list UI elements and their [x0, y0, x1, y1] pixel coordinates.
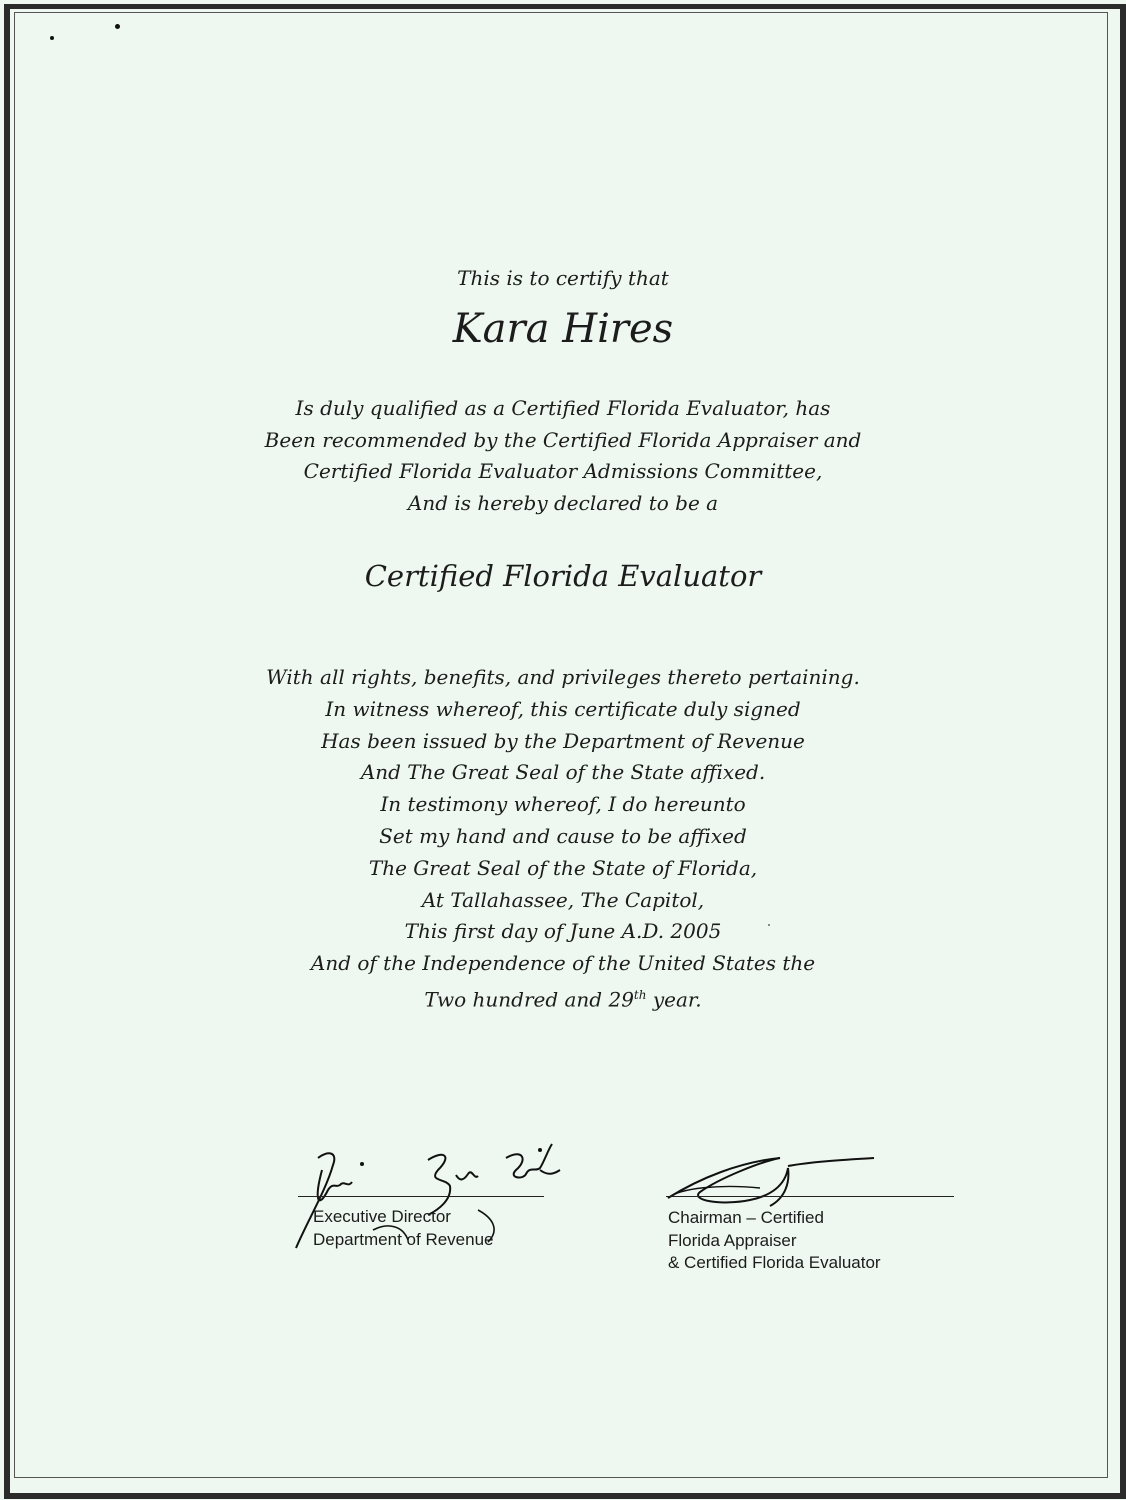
director-title-block	[313, 1206, 494, 1251]
body-line: Has been issued by the Department of Revenue	[321, 728, 805, 753]
qualification-line: Is duly qualified as a Certified Florida Evaluator, has	[295, 396, 831, 420]
chairman-title-block	[668, 1207, 881, 1275]
body-line: In testimony whereof, I do hereunto	[380, 792, 746, 817]
chairman-title: Chairman – Certified	[668, 1208, 824, 1227]
body-line: This first day of June A.D. 2005	[404, 919, 722, 944]
body-line-final	[0, 980, 1126, 1016]
qualification-line: And is hereby declared to be a	[407, 490, 719, 515]
body-line: And The Great Seal of the State affixed.	[360, 760, 766, 785]
scan-speck	[50, 36, 54, 40]
scan-speck	[115, 24, 120, 29]
body-line: At Tallahassee, The Capitol,	[421, 887, 705, 912]
chairman-org-line1: Florida Appraiser	[668, 1230, 797, 1250]
body-line: The Great Seal of the State of Florida,	[368, 855, 758, 880]
director-title: Executive Director	[313, 1207, 451, 1226]
body-line: In witness whereof, this certificate duly signed	[325, 696, 801, 721]
qualification-line: Been recommended by the Certified Florida Appraiser and	[264, 427, 862, 452]
qualification-text	[0, 393, 1126, 519]
certify-intro: This is to certify that	[457, 266, 669, 290]
qualification-line: Certified Florida Evaluator Admissions Committee,	[303, 459, 823, 483]
final-line-end: year.	[646, 987, 702, 1012]
director-department: Department of Revenue	[313, 1229, 494, 1249]
certificate-body	[0, 662, 1126, 1016]
body-line: And of the Independence of the United States the	[310, 951, 816, 976]
final-line-ordinal: th	[633, 987, 647, 1002]
body-line: With all rights, benefits, and privileges thereto pertaining.	[266, 665, 860, 689]
certificate-title: Certified Florida Evaluator	[364, 559, 762, 593]
body-line: Set my hand and cause to be affixed	[379, 823, 747, 848]
chairman-org-line2: & Certified Florida Evaluator	[668, 1253, 881, 1272]
director-signature-line	[298, 1196, 544, 1197]
chairman-signature-line	[666, 1196, 954, 1197]
final-line-text: Two hundred and 29	[424, 987, 634, 1012]
recipient-name: Kara Hires	[452, 306, 674, 352]
